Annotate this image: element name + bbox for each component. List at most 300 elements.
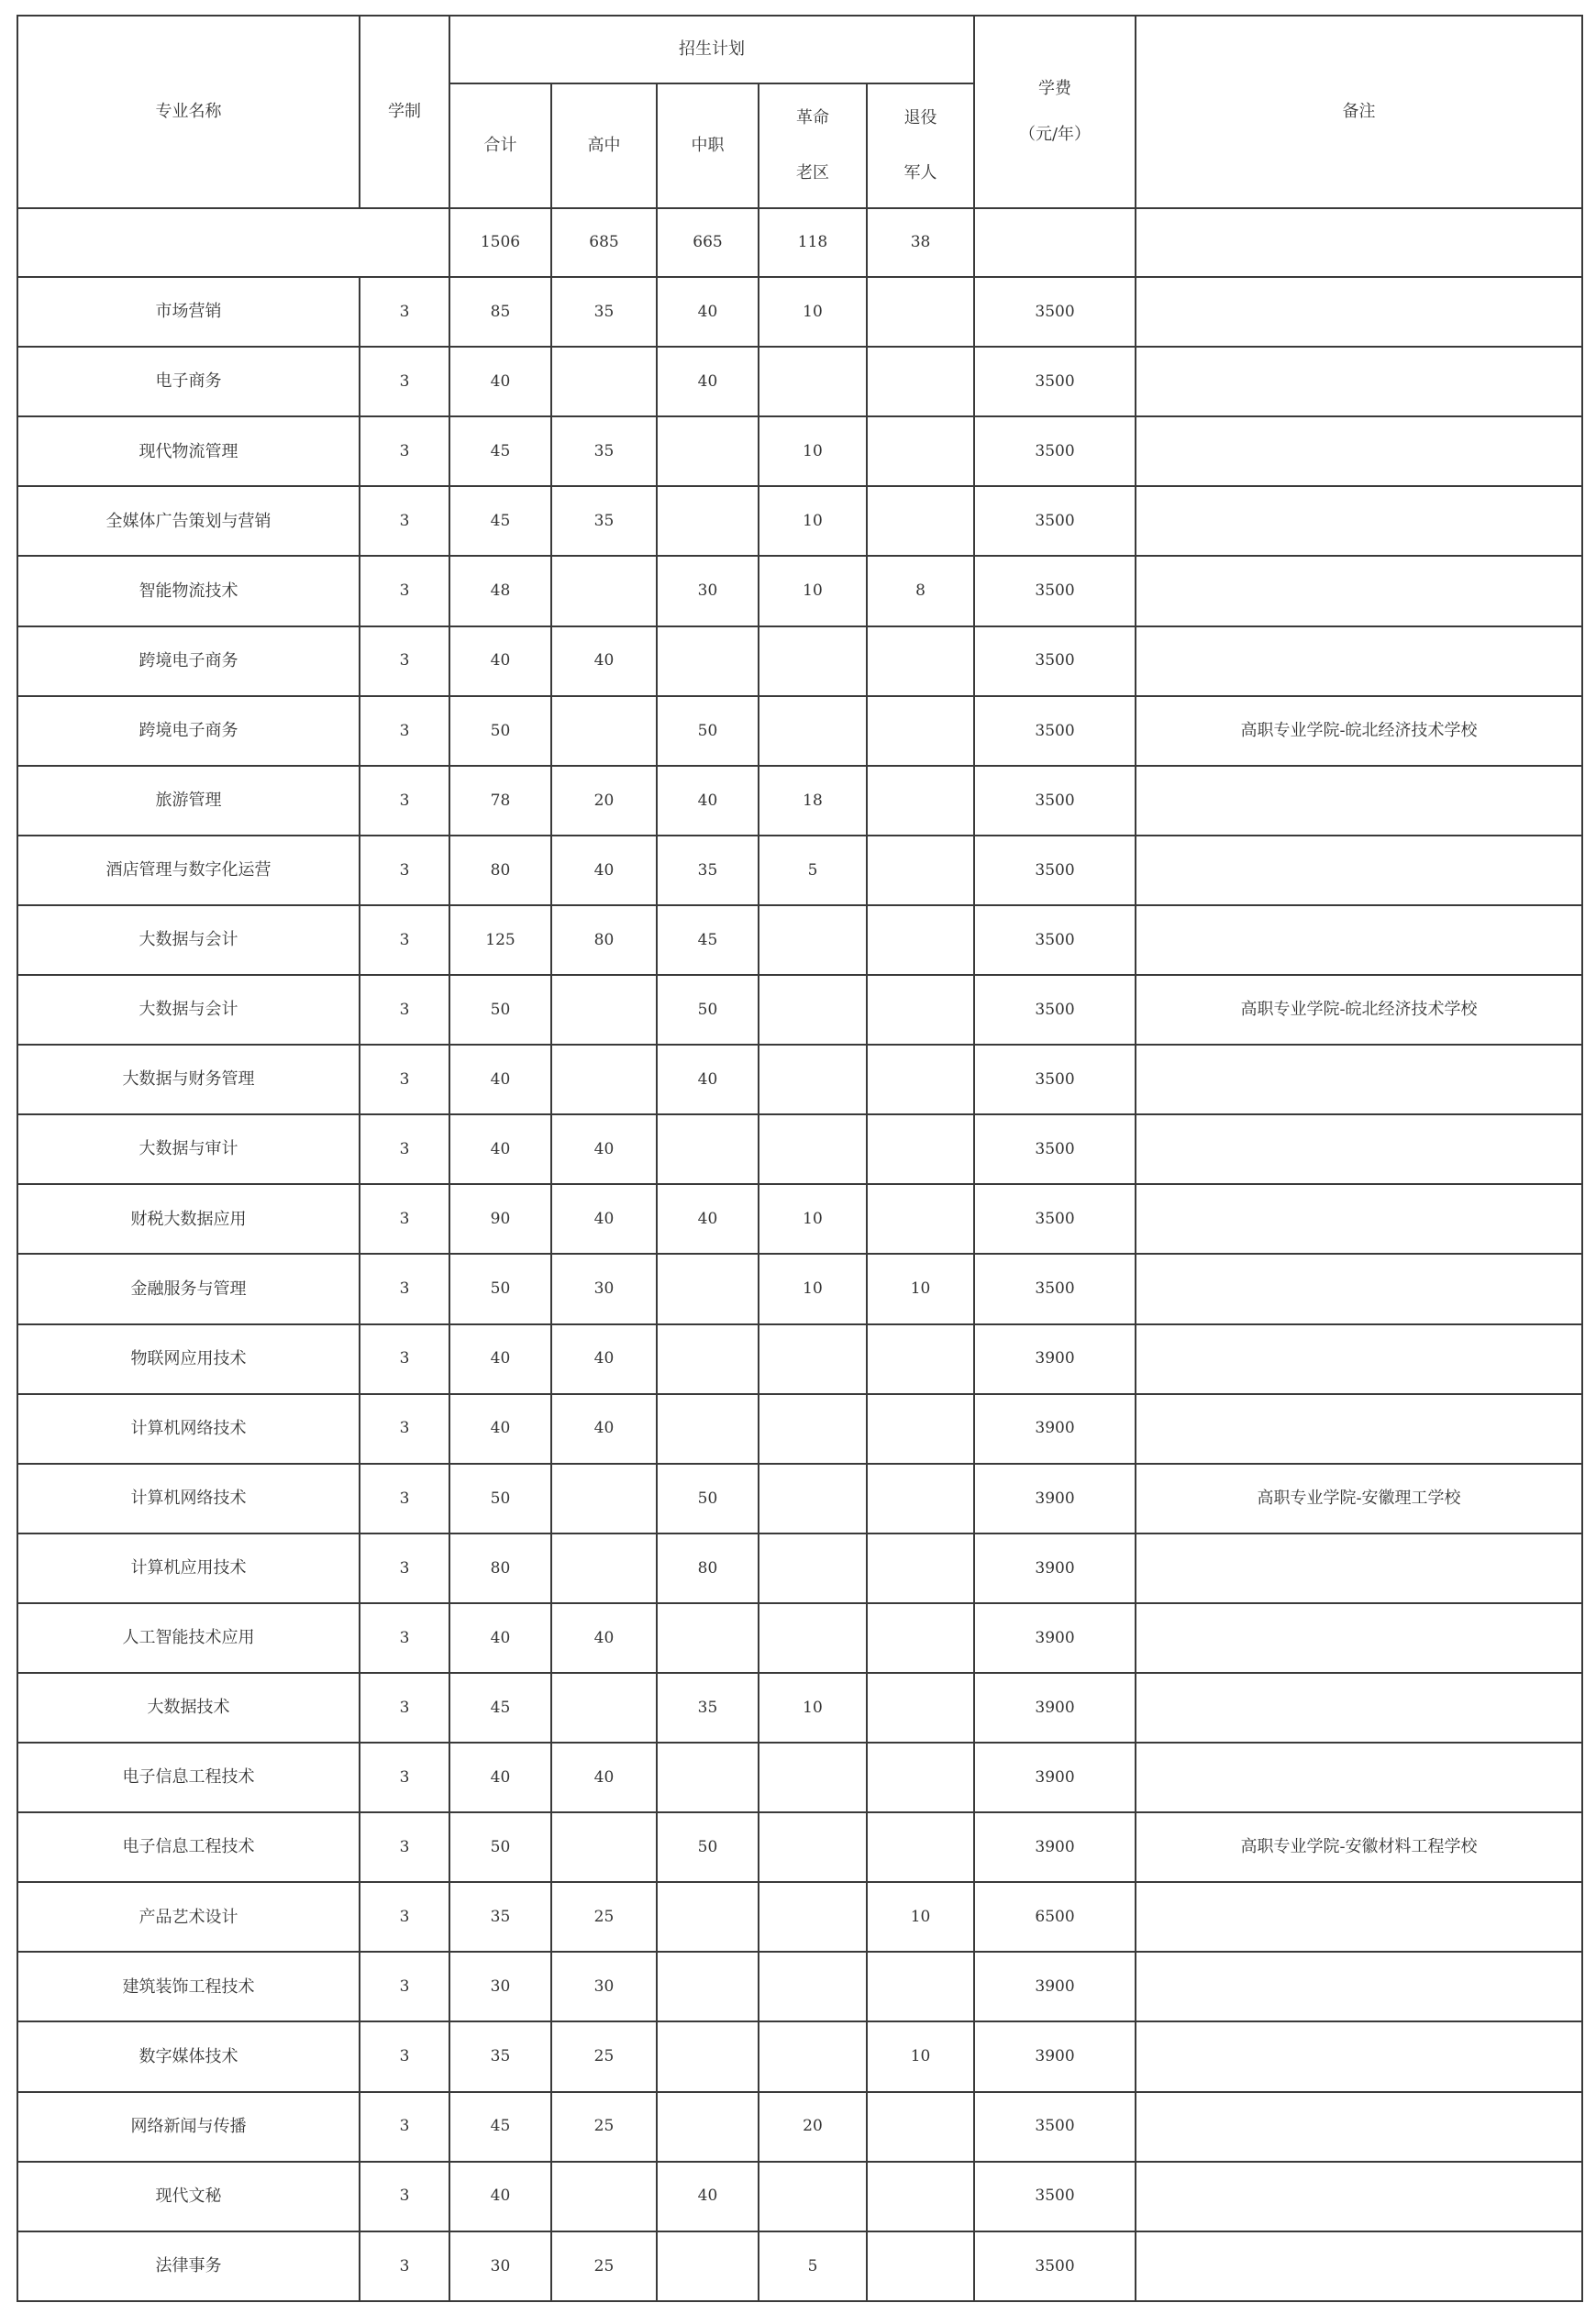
- vocational-cell: [657, 1603, 759, 1673]
- major-name-cell: 跨境电子商务: [17, 696, 360, 766]
- revolutionary-cell: 20: [759, 2092, 867, 2162]
- high-school-cell: 40: [551, 1324, 657, 1394]
- tuition-cell: 3500: [974, 416, 1136, 486]
- high-school-cell: [551, 1045, 657, 1114]
- header-enrollment-plan: 招生计划: [449, 16, 974, 83]
- header-row-1: [17, 16, 1582, 83]
- vocational-cell: [657, 486, 759, 556]
- table-row: [17, 766, 1582, 836]
- table-row: [17, 696, 1582, 766]
- summary-high-school: 685: [551, 208, 657, 277]
- veterans-cell: [867, 836, 974, 905]
- total-cell: 50: [449, 1464, 551, 1533]
- table-row: [17, 556, 1582, 626]
- summary-remark: [1136, 208, 1582, 277]
- table-row: [17, 277, 1582, 347]
- revolutionary-cell: [759, 1603, 867, 1673]
- table-row: [17, 1952, 1582, 2021]
- vocational-cell: [657, 1952, 759, 2021]
- duration-cell: 3: [360, 696, 449, 766]
- total-cell: 45: [449, 416, 551, 486]
- tuition-cell: 3500: [974, 2162, 1136, 2231]
- table-row: [17, 2092, 1582, 2162]
- major-name-cell: 电子商务: [17, 347, 360, 416]
- table-row: [17, 905, 1582, 975]
- total-cell: 45: [449, 1673, 551, 1743]
- total-cell: 40: [449, 1603, 551, 1673]
- remark-cell: [1136, 2092, 1582, 2162]
- high-school-cell: [551, 1464, 657, 1533]
- revolutionary-cell: 18: [759, 766, 867, 836]
- major-name-cell: 大数据与会计: [17, 975, 360, 1045]
- high-school-cell: 40: [551, 836, 657, 905]
- tuition-cell: 6500: [974, 1882, 1136, 1952]
- header-veterans-line1: 退役: [903, 108, 937, 128]
- header-vocational: 中职: [657, 83, 759, 208]
- revolutionary-cell: [759, 626, 867, 696]
- revolutionary-cell: [759, 2021, 867, 2091]
- duration-cell: 3: [360, 1603, 449, 1673]
- summary-tuition: [974, 208, 1136, 277]
- revolutionary-cell: [759, 905, 867, 975]
- summary-label-cell: [17, 208, 449, 277]
- header-revolutionary-line2: 老区: [796, 163, 829, 183]
- total-cell: 50: [449, 696, 551, 766]
- veterans-cell: [867, 1324, 974, 1394]
- vocational-cell: [657, 1882, 759, 1952]
- vocational-cell: [657, 1114, 759, 1184]
- vocational-cell: [657, 1743, 759, 1812]
- header-tuition-label: 学费: [1038, 79, 1072, 99]
- veterans-cell: 10: [867, 1882, 974, 1952]
- vocational-cell: 50: [657, 1464, 759, 1533]
- remark-cell: [1136, 766, 1582, 836]
- high-school-cell: 30: [551, 1952, 657, 2021]
- veterans-cell: [867, 975, 974, 1045]
- total-cell: 35: [449, 1882, 551, 1952]
- revolutionary-cell: 10: [759, 486, 867, 556]
- duration-cell: 3: [360, 2092, 449, 2162]
- remark-cell: [1136, 1743, 1582, 1812]
- major-name-cell: 金融服务与管理: [17, 1254, 360, 1323]
- total-cell: 50: [449, 975, 551, 1045]
- enrollment-plan-table: [17, 15, 1583, 2302]
- remark-cell: [1136, 1114, 1582, 1184]
- major-name-cell: 电子信息工程技术: [17, 1812, 360, 1882]
- total-cell: 40: [449, 2162, 551, 2231]
- remark-cell: [1136, 1254, 1582, 1323]
- revolutionary-cell: [759, 696, 867, 766]
- vocational-cell: 40: [657, 277, 759, 347]
- major-name-cell: 财税大数据应用: [17, 1184, 360, 1254]
- remark-cell: [1136, 277, 1582, 347]
- duration-cell: 3: [360, 1952, 449, 2021]
- high-school-cell: 35: [551, 277, 657, 347]
- remark-cell: [1136, 2021, 1582, 2091]
- high-school-cell: 40: [551, 1743, 657, 1812]
- summary-revolutionary: 118: [759, 208, 867, 277]
- tuition-cell: 3900: [974, 1324, 1136, 1394]
- duration-cell: 3: [360, 1394, 449, 1464]
- table-row: [17, 1114, 1582, 1184]
- veterans-cell: [867, 1533, 974, 1603]
- tuition-cell: 3500: [974, 2231, 1136, 2301]
- remark-cell: [1136, 1533, 1582, 1603]
- vocational-cell: [657, 416, 759, 486]
- table-row: [17, 975, 1582, 1045]
- high-school-cell: 35: [551, 416, 657, 486]
- duration-cell: 3: [360, 1743, 449, 1812]
- tuition-cell: 3500: [974, 836, 1136, 905]
- tuition-cell: 3500: [974, 696, 1136, 766]
- table-row: [17, 1464, 1582, 1533]
- high-school-cell: [551, 556, 657, 626]
- major-name-cell: 数字媒体技术: [17, 2021, 360, 2091]
- revolutionary-cell: 10: [759, 277, 867, 347]
- table-row: [17, 2231, 1582, 2301]
- duration-cell: 3: [360, 1882, 449, 1952]
- header-duration: 学制: [360, 16, 449, 208]
- tuition-cell: 3500: [974, 766, 1136, 836]
- tuition-cell: 3500: [974, 277, 1136, 347]
- table-row: [17, 1324, 1582, 1394]
- tuition-cell: 3900: [974, 1673, 1136, 1743]
- summary-total: 1506: [449, 208, 551, 277]
- table-row: [17, 486, 1582, 556]
- duration-cell: 3: [360, 556, 449, 626]
- tuition-cell: 3900: [974, 1743, 1136, 1812]
- duration-cell: 3: [360, 905, 449, 975]
- vocational-cell: 45: [657, 905, 759, 975]
- header-revolutionary-area: [759, 83, 867, 208]
- remark-cell: [1136, 416, 1582, 486]
- remark-cell: [1136, 905, 1582, 975]
- duration-cell: 3: [360, 416, 449, 486]
- major-name-cell: 物联网应用技术: [17, 1324, 360, 1394]
- table-row: [17, 1673, 1582, 1743]
- veterans-cell: [867, 416, 974, 486]
- total-cell: 90: [449, 1184, 551, 1254]
- vocational-cell: 50: [657, 696, 759, 766]
- total-cell: 125: [449, 905, 551, 975]
- high-school-cell: 40: [551, 1184, 657, 1254]
- table-row: [17, 1603, 1582, 1673]
- tuition-cell: 3900: [974, 2021, 1136, 2091]
- vocational-cell: [657, 2231, 759, 2301]
- total-cell: 78: [449, 766, 551, 836]
- high-school-cell: 40: [551, 1394, 657, 1464]
- vocational-cell: [657, 2092, 759, 2162]
- vocational-cell: 40: [657, 766, 759, 836]
- revolutionary-cell: 5: [759, 2231, 867, 2301]
- header-tuition-unit: （元/年）: [1018, 124, 1092, 144]
- major-name-cell: 建筑装饰工程技术: [17, 1952, 360, 2021]
- remark-cell: [1136, 486, 1582, 556]
- summary-row: [17, 208, 1582, 277]
- total-cell: 40: [449, 1324, 551, 1394]
- tuition-cell: 3500: [974, 1184, 1136, 1254]
- duration-cell: 3: [360, 1324, 449, 1394]
- remark-cell: 高职专业学院-皖北经济技术学校: [1136, 975, 1582, 1045]
- high-school-cell: [551, 696, 657, 766]
- total-cell: 40: [449, 347, 551, 416]
- major-name-cell: 旅游管理: [17, 766, 360, 836]
- remark-cell: [1136, 2231, 1582, 2301]
- tuition-cell: 3500: [974, 1114, 1136, 1184]
- high-school-cell: 80: [551, 905, 657, 975]
- remark-cell: [1136, 1673, 1582, 1743]
- vocational-cell: 35: [657, 836, 759, 905]
- remark-cell: 高职专业学院-安徽材料工程学校: [1136, 1812, 1582, 1882]
- veterans-cell: [867, 1464, 974, 1533]
- total-cell: 30: [449, 2231, 551, 2301]
- high-school-cell: 30: [551, 1254, 657, 1323]
- table-row: [17, 416, 1582, 486]
- veterans-cell: [867, 1603, 974, 1673]
- high-school-cell: [551, 2162, 657, 2231]
- summary-vocational: 665: [657, 208, 759, 277]
- duration-cell: 3: [360, 1045, 449, 1114]
- tuition-cell: 3900: [974, 1812, 1136, 1882]
- high-school-cell: [551, 1673, 657, 1743]
- major-name-cell: 现代文秘: [17, 2162, 360, 2231]
- total-cell: 48: [449, 556, 551, 626]
- vocational-cell: [657, 626, 759, 696]
- table-row: [17, 1812, 1582, 1882]
- revolutionary-cell: [759, 1743, 867, 1812]
- total-cell: 40: [449, 1114, 551, 1184]
- veterans-cell: 10: [867, 2021, 974, 2091]
- vocational-cell: 50: [657, 975, 759, 1045]
- veterans-cell: [867, 905, 974, 975]
- remark-cell: 高职专业学院-安徽理工学校: [1136, 1464, 1582, 1533]
- table-row: [17, 626, 1582, 696]
- revolutionary-cell: [759, 347, 867, 416]
- high-school-cell: [551, 347, 657, 416]
- major-name-cell: 酒店管理与数字化运营: [17, 836, 360, 905]
- major-name-cell: 智能物流技术: [17, 556, 360, 626]
- vocational-cell: [657, 1254, 759, 1323]
- major-name-cell: 电子信息工程技术: [17, 1743, 360, 1812]
- total-cell: 80: [449, 1533, 551, 1603]
- revolutionary-cell: [759, 2162, 867, 2231]
- revolutionary-cell: [759, 975, 867, 1045]
- duration-cell: 3: [360, 1533, 449, 1603]
- veterans-cell: [867, 1812, 974, 1882]
- header-veterans: [867, 83, 974, 208]
- duration-cell: 3: [360, 486, 449, 556]
- major-name-cell: 计算机应用技术: [17, 1533, 360, 1603]
- remark-cell: [1136, 1184, 1582, 1254]
- revolutionary-cell: [759, 1882, 867, 1952]
- high-school-cell: [551, 1812, 657, 1882]
- remark-cell: [1136, 1603, 1582, 1673]
- high-school-cell: 25: [551, 1882, 657, 1952]
- tuition-cell: 3500: [974, 2092, 1136, 2162]
- duration-cell: 3: [360, 626, 449, 696]
- major-name-cell: 计算机网络技术: [17, 1464, 360, 1533]
- veterans-cell: [867, 1394, 974, 1464]
- total-cell: 80: [449, 836, 551, 905]
- total-cell: 40: [449, 1743, 551, 1812]
- major-name-cell: 计算机网络技术: [17, 1394, 360, 1464]
- table-row: [17, 347, 1582, 416]
- veterans-cell: 10: [867, 1254, 974, 1323]
- revolutionary-cell: 10: [759, 1184, 867, 1254]
- tuition-cell: 3500: [974, 905, 1136, 975]
- veterans-cell: [867, 1673, 974, 1743]
- header-major: 专业名称: [17, 16, 360, 208]
- tuition-cell: 3900: [974, 1464, 1136, 1533]
- table-row: [17, 1184, 1582, 1254]
- duration-cell: 3: [360, 766, 449, 836]
- table-row: [17, 1743, 1582, 1812]
- veterans-cell: [867, 1952, 974, 2021]
- duration-cell: 3: [360, 2162, 449, 2231]
- duration-cell: 3: [360, 975, 449, 1045]
- tuition-cell: 3500: [974, 626, 1136, 696]
- vocational-cell: [657, 2021, 759, 2091]
- revolutionary-cell: [759, 1045, 867, 1114]
- duration-cell: 3: [360, 836, 449, 905]
- veterans-cell: [867, 2231, 974, 2301]
- remark-cell: 高职专业学院-皖北经济技术学校: [1136, 696, 1582, 766]
- high-school-cell: 25: [551, 2092, 657, 2162]
- tuition-cell: 3500: [974, 556, 1136, 626]
- major-name-cell: 全媒体广告策划与营销: [17, 486, 360, 556]
- table-row: [17, 2162, 1582, 2231]
- tuition-cell: 3500: [974, 1045, 1136, 1114]
- revolutionary-cell: 5: [759, 836, 867, 905]
- remark-cell: [1136, 1882, 1582, 1952]
- veterans-cell: [867, 277, 974, 347]
- header-remark: 备注: [1136, 16, 1582, 208]
- table-row: [17, 1394, 1582, 1464]
- vocational-cell: 35: [657, 1673, 759, 1743]
- high-school-cell: 35: [551, 486, 657, 556]
- vocational-cell: [657, 1394, 759, 1464]
- revolutionary-cell: [759, 1812, 867, 1882]
- revolutionary-cell: [759, 1952, 867, 2021]
- revolutionary-cell: 10: [759, 416, 867, 486]
- vocational-cell: 40: [657, 2162, 759, 2231]
- table-row: [17, 2021, 1582, 2091]
- high-school-cell: 40: [551, 626, 657, 696]
- header-revolutionary-line1: 革命: [796, 108, 829, 128]
- table-row: [17, 1254, 1582, 1323]
- total-cell: 30: [449, 1952, 551, 2021]
- high-school-cell: [551, 975, 657, 1045]
- high-school-cell: 25: [551, 2231, 657, 2301]
- high-school-cell: 25: [551, 2021, 657, 2091]
- vocational-cell: [657, 1324, 759, 1394]
- veterans-cell: [867, 626, 974, 696]
- total-cell: 40: [449, 626, 551, 696]
- revolutionary-cell: [759, 1394, 867, 1464]
- table-row: [17, 1882, 1582, 1952]
- tuition-cell: 3500: [974, 486, 1136, 556]
- veterans-cell: [867, 2092, 974, 2162]
- major-name-cell: 现代物流管理: [17, 416, 360, 486]
- remark-cell: [1136, 1952, 1582, 2021]
- veterans-cell: [867, 1114, 974, 1184]
- remark-cell: [1136, 2162, 1582, 2231]
- tuition-cell: 3500: [974, 975, 1136, 1045]
- revolutionary-cell: [759, 1533, 867, 1603]
- duration-cell: 3: [360, 1812, 449, 1882]
- header-veterans-line2: 军人: [903, 163, 937, 183]
- total-cell: 45: [449, 2092, 551, 2162]
- duration-cell: 3: [360, 2231, 449, 2301]
- major-name-cell: 产品艺术设计: [17, 1882, 360, 1952]
- table-row: [17, 1533, 1582, 1603]
- vocational-cell: 30: [657, 556, 759, 626]
- total-cell: 35: [449, 2021, 551, 2091]
- tuition-cell: 3500: [974, 347, 1136, 416]
- total-cell: 50: [449, 1254, 551, 1323]
- summary-veterans: 38: [867, 208, 974, 277]
- vocational-cell: 40: [657, 347, 759, 416]
- remark-cell: [1136, 1324, 1582, 1394]
- veterans-cell: [867, 766, 974, 836]
- major-name-cell: 人工智能技术应用: [17, 1603, 360, 1673]
- veterans-cell: [867, 486, 974, 556]
- tuition-cell: 3900: [974, 1603, 1136, 1673]
- high-school-cell: 20: [551, 766, 657, 836]
- veterans-cell: [867, 696, 974, 766]
- major-name-cell: 法律事务: [17, 2231, 360, 2301]
- tuition-cell: 3900: [974, 1533, 1136, 1603]
- total-cell: 85: [449, 277, 551, 347]
- total-cell: 45: [449, 486, 551, 556]
- remark-cell: [1136, 1045, 1582, 1114]
- major-name-cell: 跨境电子商务: [17, 626, 360, 696]
- remark-cell: [1136, 1394, 1582, 1464]
- veterans-cell: 8: [867, 556, 974, 626]
- duration-cell: 3: [360, 1254, 449, 1323]
- major-name-cell: 网络新闻与传播: [17, 2092, 360, 2162]
- high-school-cell: 40: [551, 1114, 657, 1184]
- total-cell: 40: [449, 1045, 551, 1114]
- major-name-cell: 大数据与审计: [17, 1114, 360, 1184]
- header-tuition: [974, 16, 1136, 208]
- remark-cell: [1136, 347, 1582, 416]
- high-school-cell: [551, 1533, 657, 1603]
- vocational-cell: 80: [657, 1533, 759, 1603]
- table-row: [17, 1045, 1582, 1114]
- revolutionary-cell: 10: [759, 1254, 867, 1323]
- major-name-cell: 大数据与会计: [17, 905, 360, 975]
- tuition-cell: 3900: [974, 1952, 1136, 2021]
- veterans-cell: [867, 2162, 974, 2231]
- vocational-cell: 50: [657, 1812, 759, 1882]
- revolutionary-cell: 10: [759, 1673, 867, 1743]
- duration-cell: 3: [360, 1464, 449, 1533]
- duration-cell: 3: [360, 347, 449, 416]
- remark-cell: [1136, 626, 1582, 696]
- duration-cell: 3: [360, 1184, 449, 1254]
- vocational-cell: 40: [657, 1045, 759, 1114]
- revolutionary-cell: [759, 1464, 867, 1533]
- veterans-cell: [867, 1743, 974, 1812]
- duration-cell: 3: [360, 1673, 449, 1743]
- high-school-cell: 40: [551, 1603, 657, 1673]
- vocational-cell: 40: [657, 1184, 759, 1254]
- header-total: 合计: [449, 83, 551, 208]
- major-name-cell: 市场营销: [17, 277, 360, 347]
- total-cell: 40: [449, 1394, 551, 1464]
- veterans-cell: [867, 1184, 974, 1254]
